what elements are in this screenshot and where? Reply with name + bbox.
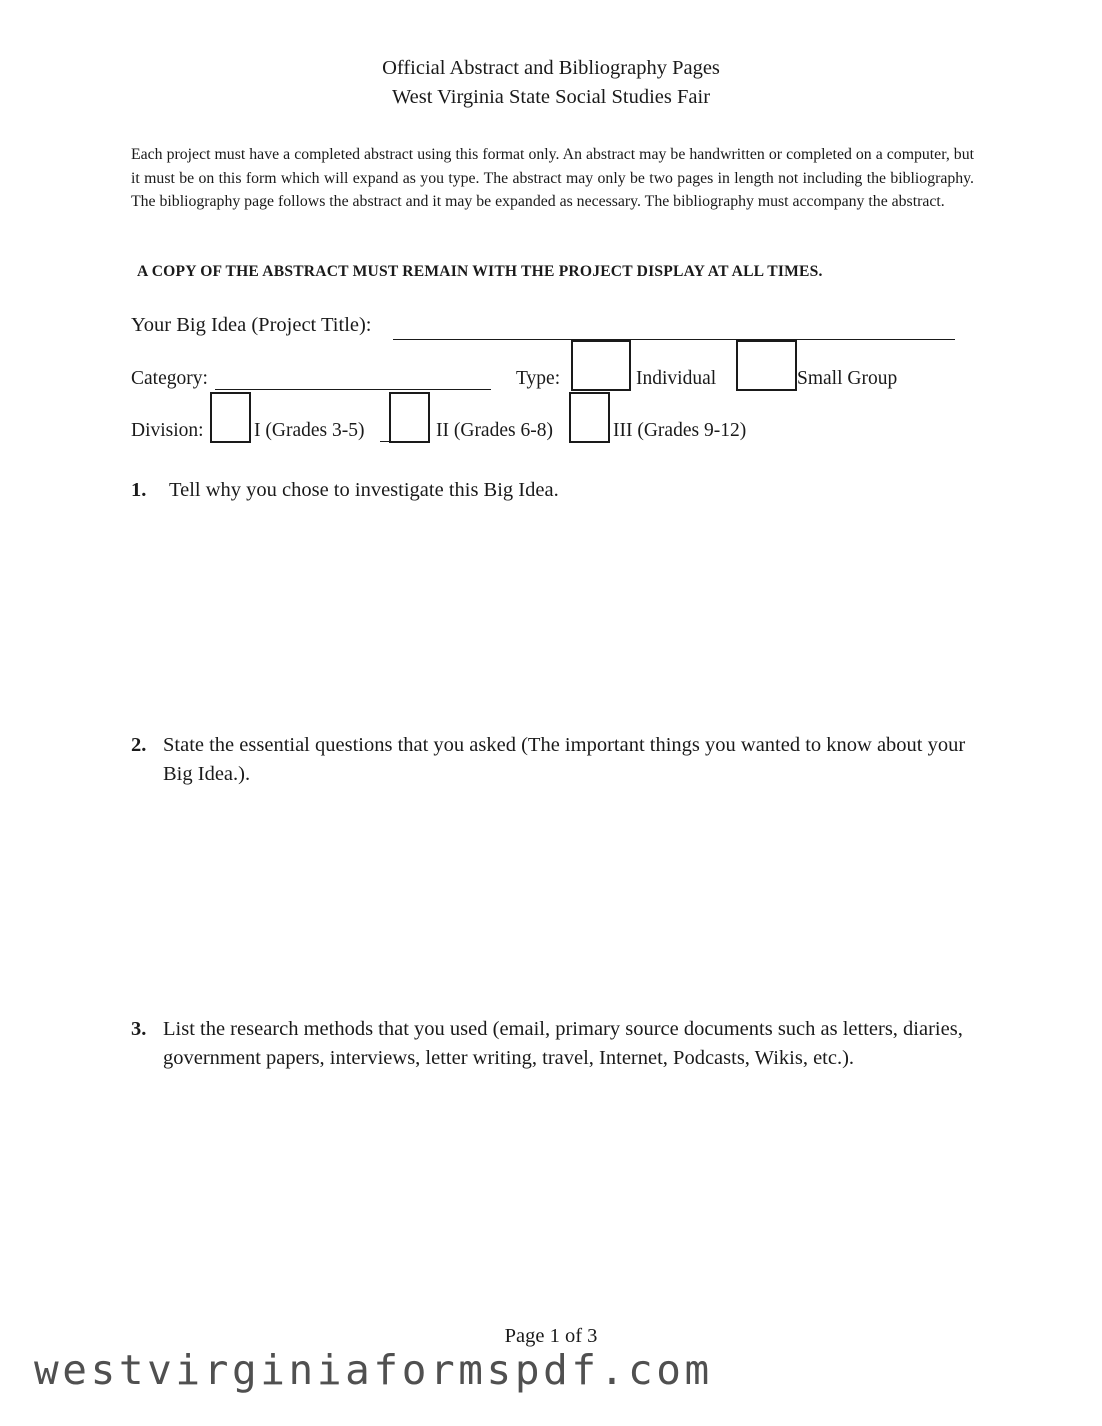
answer-area-2[interactable]	[131, 800, 974, 1005]
document-subtitle: West Virginia State Social Studies Fair	[391, 86, 711, 108]
division-iii-label: III (Grades 9-12)	[613, 420, 747, 441]
division-i-label: I (Grades 3-5)	[254, 420, 365, 441]
type-small-group-label: Small Group	[797, 368, 898, 389]
question-number: 1.	[131, 479, 147, 501]
document-title: Official Abstract and Bibliography Pages	[382, 57, 720, 79]
division-label: Division:	[131, 420, 204, 441]
division-i-checkbox[interactable]	[210, 392, 251, 443]
division-ii-label: II (Grades 6-8)	[436, 420, 553, 441]
division-iii-checkbox[interactable]	[569, 392, 610, 443]
instructions-paragraph: Each project must have a completed abstract using this format only. An abstract may be handwritten or completed on a computer, but it must be on this form which will expand as you type. The abstract may only be two pages in length not including the bibliography. The bibliography page follows the abstract and it may be expanded as necessary. The bibliography must accompany the abstract.	[131, 146, 974, 210]
question-1	[131, 476, 991, 505]
type-small-group-checkbox[interactable]	[736, 340, 797, 391]
project-title-label: Your Big Idea (Project Title):	[131, 314, 372, 336]
answer-area-3[interactable]	[131, 1085, 974, 1310]
category-field[interactable]	[215, 389, 491, 390]
question-text: Tell why you chose to investigate this Big Idea.	[169, 479, 559, 501]
question-text: State the essential questions that you asked (The important things you wanted to know about your Big Idea.).	[163, 734, 966, 785]
type-label: Type:	[516, 368, 561, 389]
question-text: List the research methods that you used (email, primary source documents such as letters, diaries, government papers, interviews, letter writing, travel, Internet, Podcasts, Wikis, etc.).	[163, 1018, 963, 1069]
question-number: 2.	[131, 734, 147, 756]
project-title-field[interactable]	[393, 339, 955, 340]
warning-notice: A COPY OF THE ABSTRACT MUST REMAIN WITH THE PROJECT DISPLAY AT ALL TIMES.	[137, 263, 823, 280]
question-number: 3.	[131, 1018, 147, 1040]
division-ii-checkbox[interactable]	[389, 392, 430, 443]
question-3	[131, 1015, 981, 1073]
type-individual-checkbox[interactable]	[571, 340, 631, 391]
category-label: Category:	[131, 368, 208, 389]
question-2	[131, 731, 981, 789]
answer-area-1[interactable]	[131, 515, 974, 720]
site-watermark: westvirginiaformspdf.com	[34, 1346, 713, 1394]
page-number: Page 1 of 3	[504, 1325, 598, 1347]
type-individual-label: Individual	[636, 368, 717, 389]
